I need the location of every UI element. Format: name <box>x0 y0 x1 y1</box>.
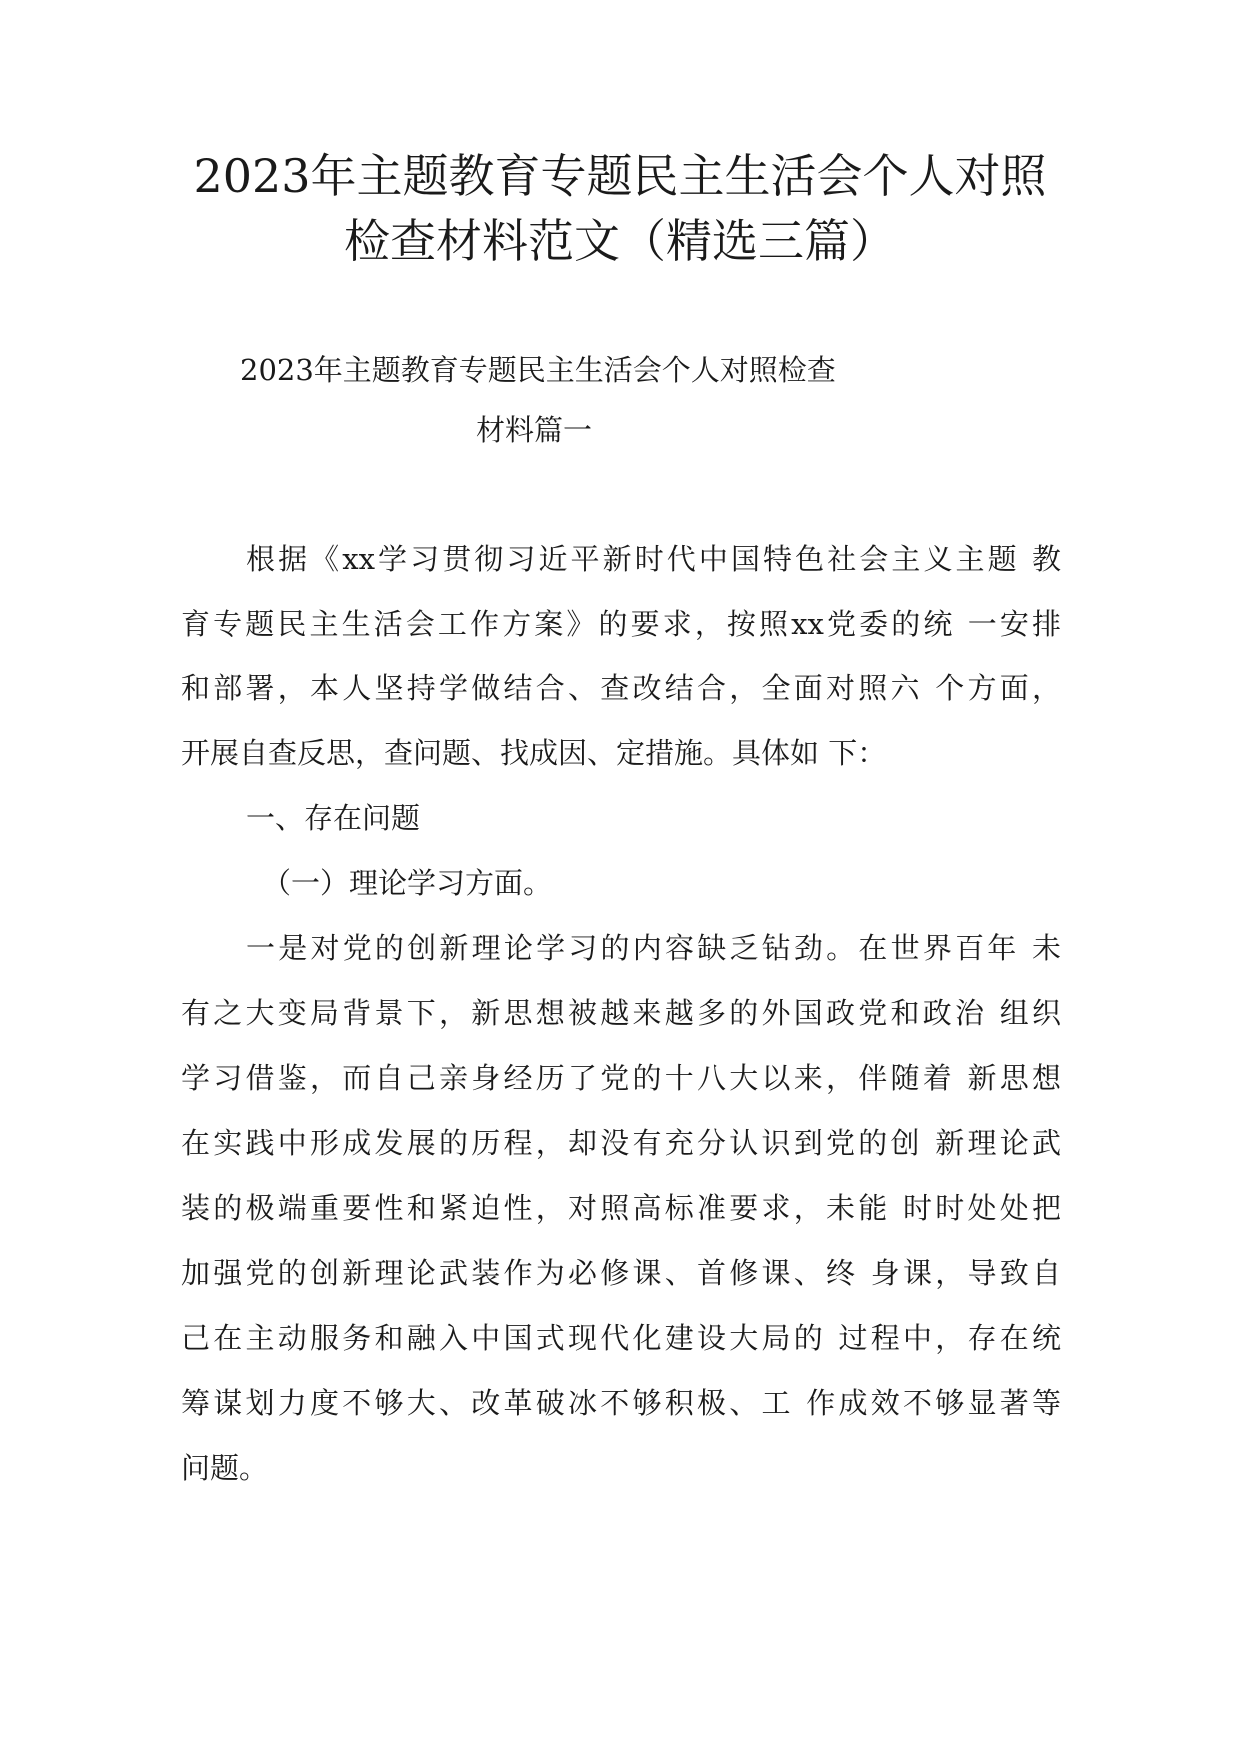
subsection-heading: （一）理论学习方面。 <box>262 866 553 900</box>
document-title-line-1: 2023年主题教育专题民主生活会个人对照 <box>193 149 1047 203</box>
paragraph-line: 己在主动服务和融入中国式现代化建设大局的 过程中，存在统 <box>181 1321 1061 1355</box>
paragraph-line: 一是对党的创新理论学习的内容缺乏钻劲。在世界百年 未 <box>246 931 1061 965</box>
paragraph-line: 加强党的创新理论武装作为必修课、首修课、终 身课，导致自 <box>181 1256 1061 1290</box>
paragraph-line: 在实践中形成发展的历程，却没有充分认识到党的创 新理论武 <box>181 1126 1061 1160</box>
section-title-line-2: 材料篇一 <box>476 413 593 447</box>
section-title-line-1: 2023年主题教育专题民主生活会个人对照检查 <box>240 353 836 387</box>
paragraph-line: 问题。 <box>181 1451 269 1485</box>
section-heading: 一、存在问题 <box>246 801 421 835</box>
paragraph-line: 学习借鉴，而自己亲身经历了党的十八大以来，伴随着 新思想 <box>181 1061 1061 1095</box>
paragraph-line: 筹谋划力度不够大、改革破冰不够积极、工 作成效不够显著等 <box>181 1386 1061 1420</box>
intro-line: 和部署，本人坚持学做结合、查改结合，全面对照六 个方面， <box>181 671 1061 705</box>
document-title-line-2: 检查材料范文（精选三篇） <box>344 214 896 268</box>
paragraph-line: 装的极端重要性和紧迫性，对照高标准要求，未能 时时处处把 <box>181 1191 1061 1225</box>
intro-line: 育专题民主生活会工作方案》的要求，按照xx党委的统 一安排 <box>181 607 1061 641</box>
paragraph-line: 有之大变局背景下，新思想被越来越多的外国政党和政治 组织 <box>181 996 1061 1030</box>
intro-line: 根据《xx学习贯彻习近平新时代中国特色社会主义主题 教 <box>246 542 1061 576</box>
intro-line: 开展自查反思，查问题、找成因、定措施。具体如 下： <box>181 736 887 770</box>
